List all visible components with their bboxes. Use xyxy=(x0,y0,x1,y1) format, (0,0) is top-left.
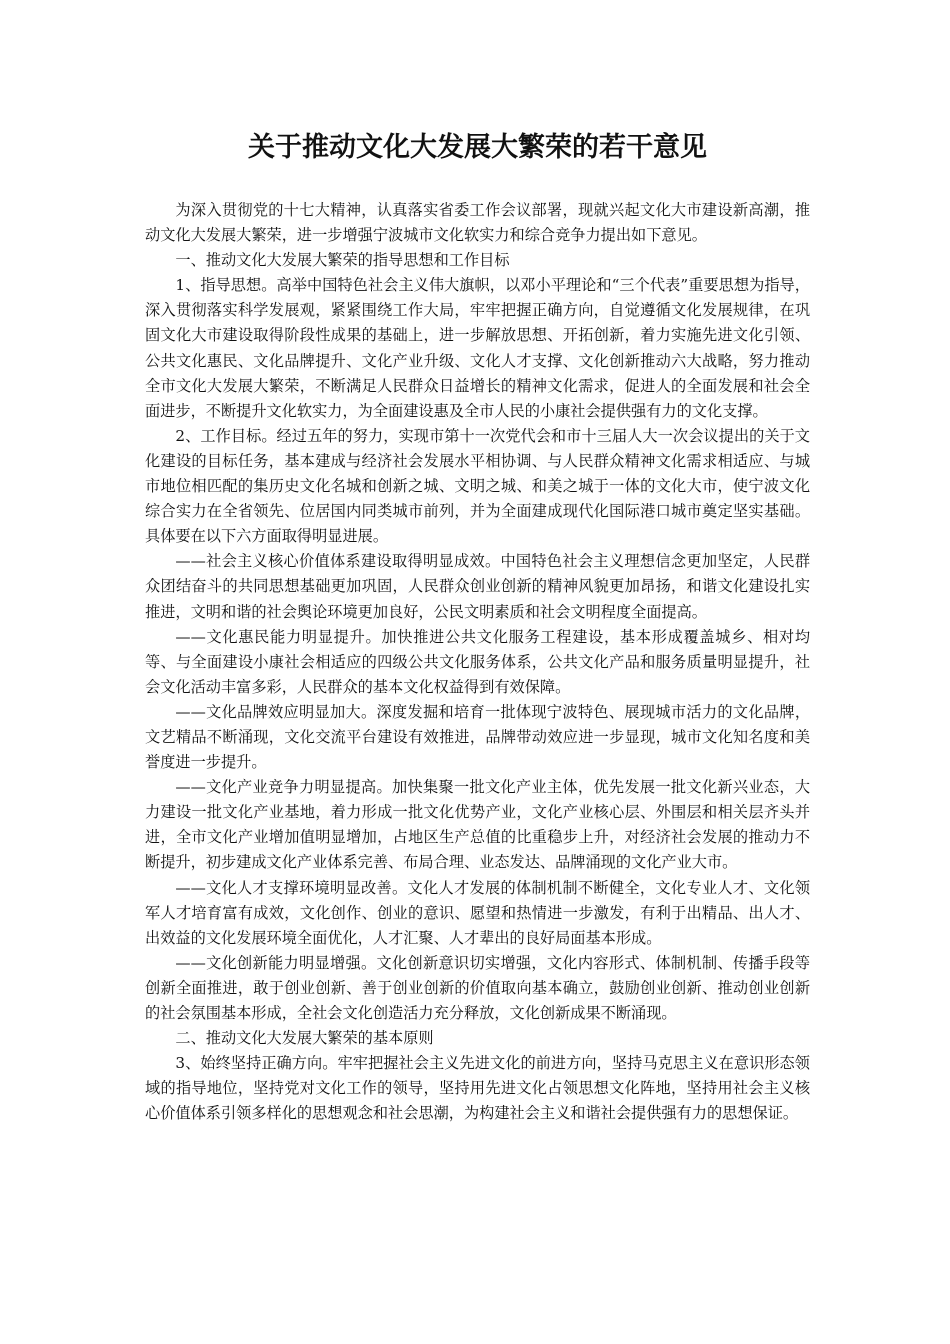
paragraph-correct-direction: 3、始终坚持正确方向。牢牢把握社会主义先进文化的前进方向，坚持马克思主义在意识形态领域的指导地位，坚持党对文化工作的领导，坚持用先进文化占领思想文化阵地，坚持用社会主义核心价值体系引领多样化的思想观念和社会思潮，为构建社会主义和谐社会提供强有力的思想保证。 xyxy=(145,1054,810,1123)
document-title: 关于推动文化大发展大繁荣的若干意见 xyxy=(248,132,707,163)
paragraph-guiding-ideology: 1、指导思想。高举中国特色社会主义伟大旗帜，以邓小平理论和“三个代表”重要思想为指导，深入贯彻落实科学发展观，紧紧围绕工作大局，牢牢把握正确方向，自觉遵循文化发展规律，在巩固文化大市建设取得阶段性成果的基础上，进一步解放思想、开拓创新，着力实施先进文化引领、公共文化惠民、文化品牌提升、文化产业升级、文化人才支撑、文化创新推动六大战略，努力推动全市文化大发展大繁荣，不断满足人民群众日益增长的精神文化需求，促进人的全面发展和社会全面进步，不断提升文化软实力，为全面建设惠及全市人民的小康社会提供强有力的文化支撑。 xyxy=(145,276,810,420)
section-heading-2: 二、推动文化大发展大繁荣的基本原则 xyxy=(175,1029,434,1048)
paragraph-cultural-industry: ——文化产业竞争力明显提高。加快集聚一批文化产业主体，优先发展一批文化新兴业态，大力建设一批文化产业基地，着力形成一批文化优势产业，文化产业核心层、外围层和相关层齐头并进，全市文化产业增加值明显增加，占地区生产总值的比重稳步上升，对经济社会发展的推动力不断提升，初步建成文化产业体系完善、布局合理、业态发达、品牌涌现的文化产业大市。 xyxy=(145,778,810,872)
paragraph-intro: 为深入贯彻党的十七大精神，认真落实省委工作会议部署，现就兴起文化大市建设新高潮，推动文化大发展大繁荣，进一步增强宁波城市文化软实力和综合竞争力提出如下意见。 xyxy=(145,201,810,245)
paragraph-cultural-brand: ——文化品牌效应明显加大。深度发掘和培育一批体现宁波特色、展现城市活力的文化品牌，文艺精品不断涌现，文化交流平台建设有效推进，品牌带动效应进一步显现，城市文化知名度和美誉度进一步提升。 xyxy=(145,702,810,772)
paragraph-cultural-benefit: ——文化惠民能力明显提升。加快推进公共文化服务工程建设，基本形成覆盖城乡、相对均等、与全面建设小康社会相适应的四级公共文化服务体系，公共文化产品和服务质量明显提升，社会文化活动丰富多彩，人民群众的基本文化权益得到有效保障。 xyxy=(145,627,810,696)
document-page xyxy=(145,128,810,1126)
paragraph-cultural-innovation: ——文化创新能力明显增强。文化创新意识切实增强，文化内容形式、体制机制、传播手段等创新全面推进，敢于创业创新、善于创业创新的价值取向基本确立，鼓励创业创新、推动创业创新的社会氛围基本形成，全社会文化创造活力充分释放，文化创新成果不断涌现。 xyxy=(145,953,810,1022)
paragraph-work-goals: 2、工作目标。经过五年的努力，实现市第十一次党代会和市十三届人大一次会议提出的关于文化建设的目标任务，基本建成与经济社会发展水平相协调、与人民群众精神文化需求相适应、与城市地位相匹配的集历史文化名城和创新之城、文明之城、和美之城于一体的文化大市，使宁波文化综合实力在全省领先、位居国内同类城市前列，并为全面建成现代化国际港口城市奠定坚实基础。具体要在以下六方面取得明显进展。 xyxy=(145,426,810,546)
section-heading-1: 一、推动文化大发展大繁荣的指导思想和工作目标 xyxy=(175,251,510,270)
document-body xyxy=(145,198,810,1126)
paragraph-core-values: ——社会主义核心价值体系建设取得明显成效。中国特色社会主义理想信念更加坚定，人民群众团结奋斗的共同思想基础更加巩固，人民群众创业创新的精神风貌更加昂扬，和谐文化建设扎实推进，文明和谐的社会舆论环境更加良好，公民文明素质和社会文明程度全面提高。 xyxy=(145,552,810,621)
paragraph-cultural-talent: ——文化人才支撑环境明显改善。文化人才发展的体制机制不断健全，文化专业人才、文化领军人才培育富有成效，文化创作、创业的意识、愿望和热情进一步激发，有利于出精品、出人才、出效益的文化发展环境全面优化，人才汇聚、人才辈出的良好局面基本形成。 xyxy=(145,878,810,947)
